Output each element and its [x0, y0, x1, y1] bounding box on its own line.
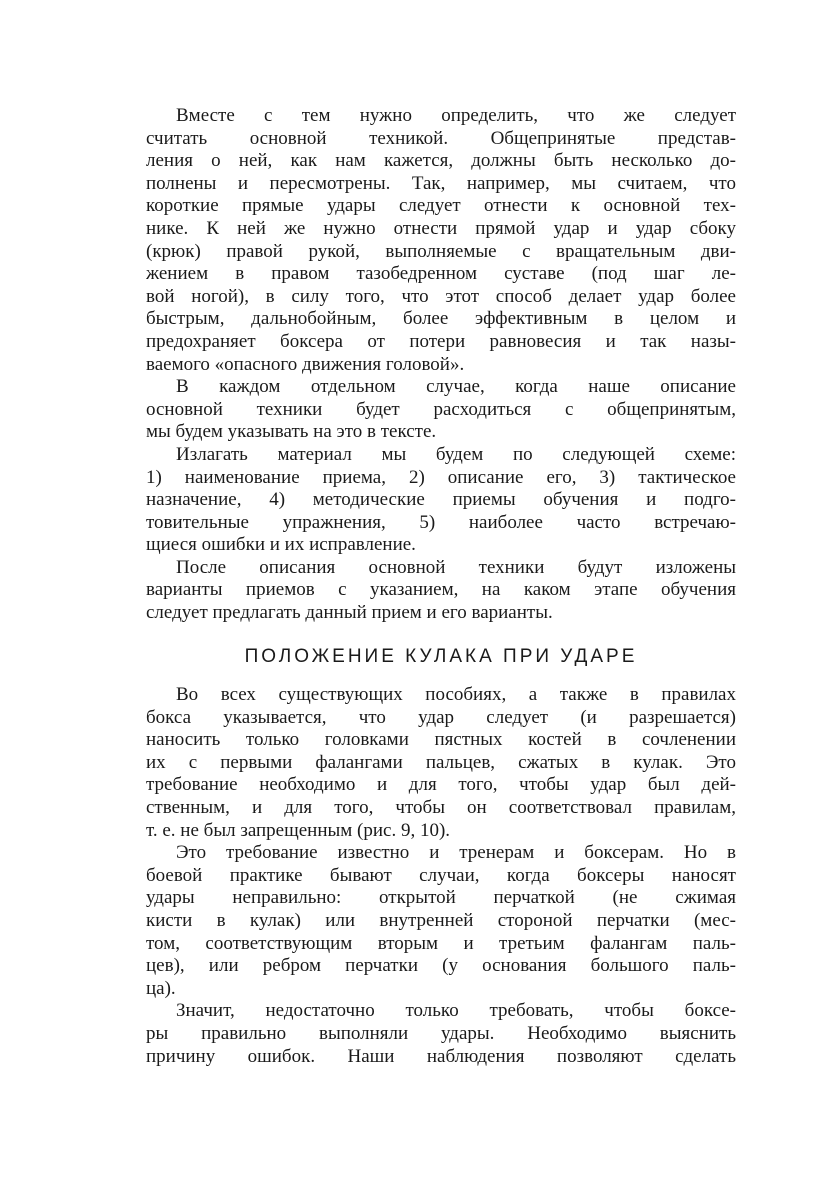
text-line: назначение, 4) методические приемы обучения и подго-	[146, 489, 736, 511]
text-line: Вместе с тем нужно определить, что же следует	[176, 105, 736, 126]
text-line: причину ошибок. Наши наблюдения позволяют сделать	[146, 1045, 736, 1067]
text-line: щиеся ошибки и их исправление.	[146, 534, 416, 556]
text-line: В каждом отдельном случае, когда наше описание	[176, 376, 736, 398]
text-line: Значит, недостаточно только требовать, чтобы боксе-	[176, 1000, 736, 1022]
text-line: Излагать материал мы будем по следующей схеме:	[176, 443, 736, 465]
text-line: быстрым, дальнобойным, более эффективным в целом и	[146, 308, 736, 330]
text-line: короткие прямые удары следует отнести к основной тех-	[146, 195, 736, 217]
text-line: варианты приемов с указанием, на каком этапе обучения	[146, 579, 736, 601]
text-line: (крюк) правой рукой, выполняемые с вращательным дви-	[146, 240, 736, 262]
text-line: ры правильно выполняли удары. Необходимо выяснить	[146, 1022, 736, 1044]
text-line: ваемого «опасного движения головой».	[146, 353, 465, 375]
text-line: нике. К ней же нужно отнести прямой удар и удар сбоку	[146, 217, 736, 239]
text-line: ления о ней, как нам кажется, должны быть несколько до-	[146, 150, 736, 172]
text-line: Во всех существующих пособиях, а также в правилах	[176, 684, 736, 705]
text-line: вой ногой), в силу того, что этот способ делает удар более	[146, 285, 736, 307]
text-line: Это требование известно и тренерам и боксерам. Но в	[176, 842, 736, 864]
text-line: том, соответствующим вторым и третьим фалангам паль-	[146, 932, 736, 954]
text-line: кисти в кулак) или внутренней стороной перчатки (мес-	[146, 909, 736, 931]
text-line: товительные упражнения, 5) наиболее часто встречаю-	[146, 511, 736, 533]
text-line: следует предлагать данный прием и его варианты.	[146, 602, 553, 624]
text-line: После описания основной техники будут изложены	[176, 556, 736, 578]
text-line: ственным, и для того, чтобы он соответствовал правилам,	[146, 796, 736, 818]
text-line: жением в правом тазобедренном суставе (под шаг ле-	[146, 263, 736, 285]
text-line: цев), или ребром перчатки (у основания большого паль-	[146, 955, 736, 977]
text-line: ца).	[146, 977, 176, 999]
text-line: полнены и пересмотрены. Так, например, мы считаем, что	[146, 172, 736, 194]
text-line: боевой практике бывают случаи, когда боксеры наносят	[146, 864, 736, 886]
text-line: удары неправильно: открытой перчаткой (не сжимая	[146, 887, 736, 909]
text-section-bottom	[146, 684, 736, 1068]
text-line: предохраняет боксера от потери равновесия и так назы-	[146, 330, 736, 352]
text-line: требование необходимо и для того, чтобы удар был дей-	[146, 774, 736, 796]
section-heading: ПОЛОЖЕНИЕ КУЛАКА ПРИ УДАРЕ	[244, 646, 638, 667]
text-section-top	[146, 105, 736, 625]
text-line: бокса указывается, что удар следует (и разрешается)	[146, 706, 736, 728]
text-line: 1) наименование приема, 2) описание его, 3) тактическое	[146, 466, 736, 488]
text-line: мы будем указывать на это в тексте.	[146, 421, 437, 443]
text-line: основной техники будет расходиться с общепринятым,	[146, 398, 736, 420]
text-line: считать основной техникой. Общепринятые представ-	[146, 127, 736, 149]
text-line: их с первыми фалангами пальцев, сжатых в кулак. Это	[146, 751, 736, 773]
text-line: т. е. не был запрещенным (рис. 9, 10).	[146, 819, 451, 841]
text-line: наносить только головками пястных костей в сочленении	[146, 729, 736, 751]
